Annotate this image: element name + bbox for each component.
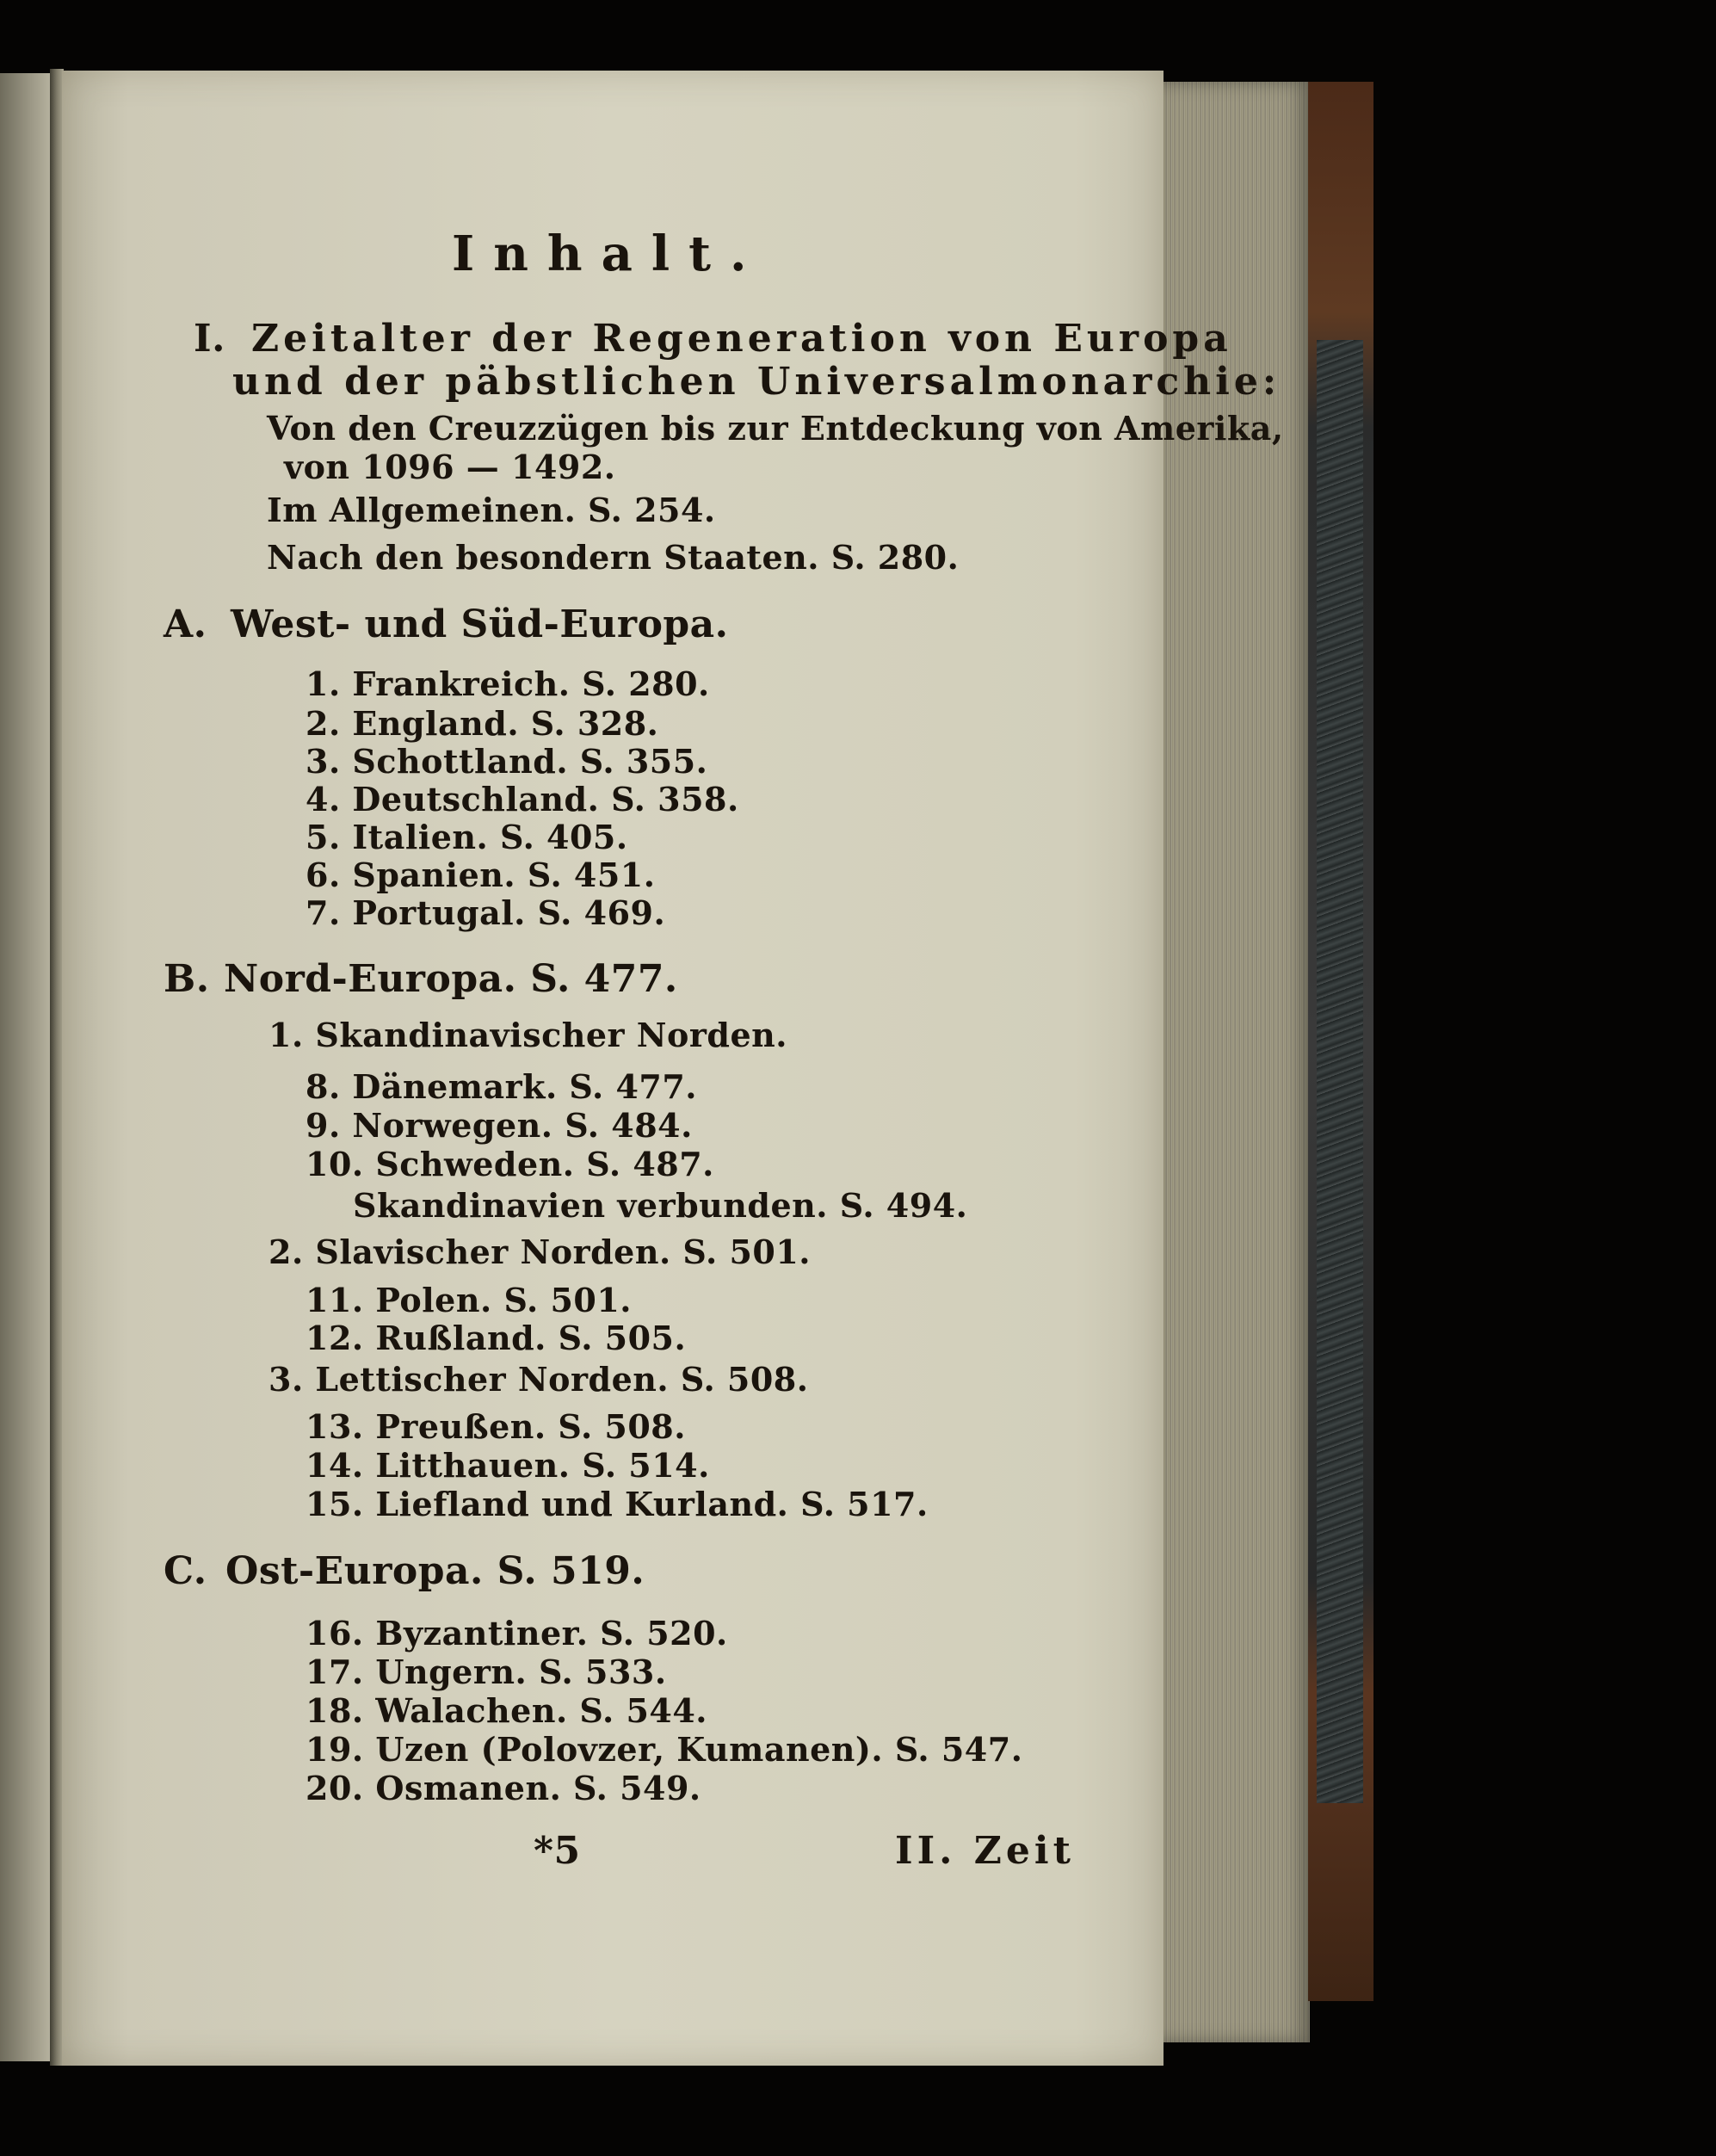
section-c-label: C. — [164, 1549, 207, 1593]
list-item: 1. Frankreich. S. 280. — [306, 664, 710, 703]
list-item: 5. Italien. S. 405. — [306, 818, 628, 856]
section-b-combined-entry: Skandinavien verbunden. S. 494. — [353, 1186, 968, 1225]
section-b-subgroup-3: 3. Lettischer Norden. S. 508. — [269, 1360, 809, 1399]
page-title: Inhalt. — [452, 225, 766, 282]
list-item: 19. Uzen (Polovzer, Kumanen). S. 547. — [306, 1730, 1023, 1769]
list-item: 18. Walachen. S. 544. — [306, 1691, 708, 1730]
list-item: 8. Dänemark. S. 477. — [306, 1067, 698, 1106]
list-item: 11. Polen. S. 501. — [306, 1281, 633, 1319]
list-item: 6. Spanien. S. 451. — [306, 856, 656, 894]
list-item: 2. England. S. 328. — [306, 704, 659, 743]
list-item: 7. Portugal. S. 469. — [306, 893, 666, 932]
list-item: 10. Schweden. S. 487. — [306, 1145, 714, 1183]
section-a-label: A. — [164, 602, 207, 646]
signature-mark: *5 — [534, 1829, 581, 1873]
section-b-subgroup-1: 1. Skandinavischer Norden. — [269, 1016, 787, 1054]
list-item: 15. Liefland und Kurland. S. 517. — [306, 1485, 929, 1523]
list-item: 16. Byzantiner. S. 520. — [306, 1614, 728, 1653]
section-b-subgroup-2: 2. Slavischer Norden. S. 501. — [269, 1232, 812, 1271]
section-a-title: West- und Süd-Europa. — [231, 602, 729, 646]
list-item: 12. Rußland. S. 505. — [306, 1319, 687, 1357]
list-item: 9. Norwegen. S. 484. — [306, 1106, 693, 1145]
section-b-title: Nord-Europa. S. 477. — [224, 957, 678, 1001]
era-subheading-line1: Von den Creuzzügen bis zur Entdeckung von Amerika, — [267, 409, 1284, 448]
list-item: 4. Deutschland. S. 358. — [306, 780, 739, 819]
list-item: 3. Schottland. S. 355. — [306, 742, 708, 781]
section-c-title: Ost-Europa. S. 519. — [225, 1549, 645, 1593]
list-item: 13. Preußen. S. 508. — [306, 1407, 686, 1446]
section-b-label: B. — [164, 957, 210, 1001]
list-item: 20. Osmanen. S. 549. — [306, 1769, 701, 1807]
list-item: 14. Litthauen. S. 514. — [306, 1446, 710, 1485]
era-particular-entry: Nach den besondern Staaten. S. 280. — [267, 538, 960, 577]
era-subheading-line2: von 1096 — 1492. — [284, 448, 616, 486]
era-general-entry: Im Allgemeinen. S. 254. — [267, 491, 716, 529]
era-heading-line2: und der päbstlichen Universalmonarchie: — [232, 360, 1281, 404]
catchword: II. Zeit — [895, 1829, 1075, 1873]
era-number: I. — [194, 317, 225, 361]
era-heading-line1: Zeitalter der Regeneration von Europa — [251, 317, 1232, 361]
list-item: 17. Ungern. S. 533. — [306, 1653, 667, 1691]
